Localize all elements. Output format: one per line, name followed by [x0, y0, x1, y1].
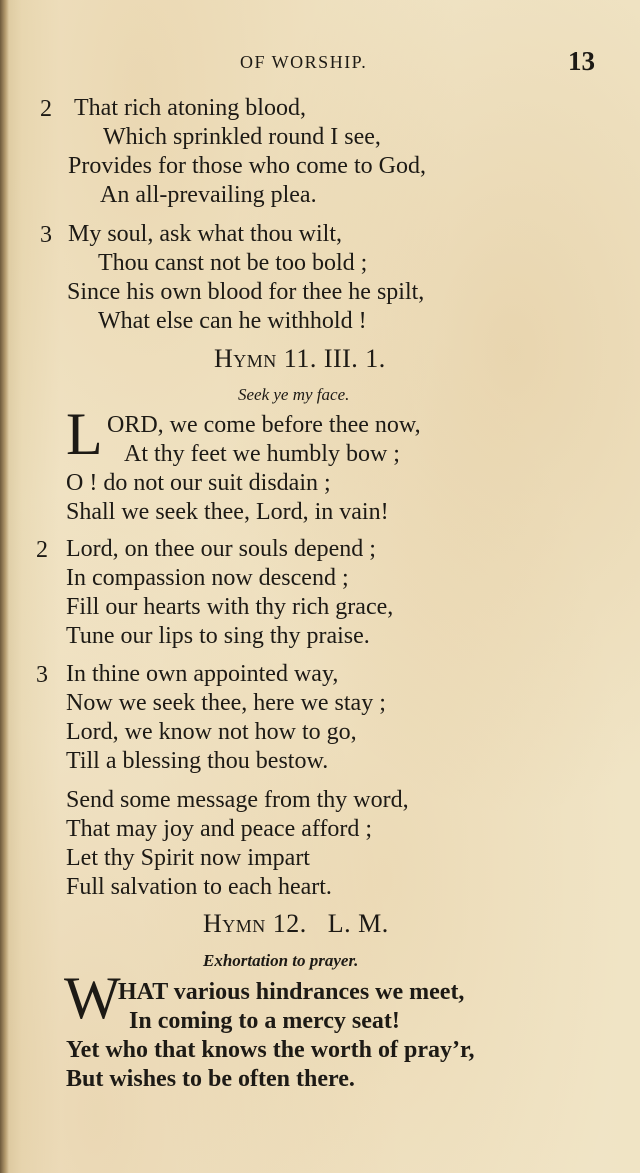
- page-number: 13: [568, 46, 595, 76]
- running-header: OF WORSHIP.: [240, 52, 368, 72]
- verse-line: Yet who that knows the worth of pray’r,: [66, 1037, 475, 1063]
- verse-line: Provides for those who come to God,: [68, 153, 426, 179]
- verse-line: Lord, on thee our souls depend ;: [66, 536, 376, 562]
- verse-line: ORD, we come before thee now,: [107, 412, 421, 438]
- verse-line: Fill our hearts with thy rich grace,: [66, 594, 394, 620]
- verse-line: That rich atoning blood,: [74, 95, 306, 121]
- verse-line: What else can he withhold !: [98, 308, 367, 334]
- verse-line: Let thy Spirit now impart: [66, 845, 310, 871]
- verse-line: Since his own blood for thee he spilt,: [67, 279, 425, 305]
- drop-cap: L: [66, 401, 103, 467]
- verse-line: Which sprinkled round I see,: [103, 124, 381, 150]
- verse-number: 2: [40, 96, 52, 122]
- verse-line: O ! do not our suit disdain ;: [66, 470, 331, 496]
- hymn-title-word: Hymn: [214, 344, 277, 373]
- verse-line: In thine own appointed way,: [66, 661, 339, 687]
- verse-line: Lord, we know not how to go,: [66, 719, 357, 745]
- verse-line: An all-prevailing plea.: [100, 182, 317, 208]
- verse-line: But wishes to be often there.: [66, 1066, 355, 1092]
- verse-number: 2: [36, 537, 48, 563]
- hymn-title-meter: 12. L. M.: [272, 909, 389, 938]
- verse-line: Full salvation to each heart.: [66, 874, 332, 900]
- hymn-title-word: Hymn: [203, 909, 266, 938]
- verse-line: HAT various hindrances we meet,: [118, 979, 465, 1005]
- verse-line: Now we seek thee, here we stay ;: [66, 690, 386, 716]
- hymn-title: [203, 909, 389, 939]
- verse-line: Shall we seek thee, Lord, in vain!: [66, 499, 389, 525]
- verse-line: My soul, ask what thou wilt,: [68, 221, 342, 247]
- hymn-title: [214, 344, 386, 374]
- verse-number: 3: [36, 662, 48, 688]
- hymn-subtitle: Seek ye my face.: [238, 385, 350, 404]
- drop-cap: W: [64, 965, 121, 1031]
- hymn-title-meter: 11. III. 1.: [283, 344, 386, 373]
- hymn-subtitle: Exhortation to prayer.: [203, 951, 359, 970]
- verse-line: That may joy and peace afford ;: [66, 816, 373, 842]
- verse-line: At thy feet we humbly bow ;: [124, 441, 400, 467]
- verse-line: In compassion now descend ;: [66, 565, 349, 591]
- verse-line: In coming to a mercy seat!: [129, 1008, 400, 1034]
- verse-line: Tune our lips to sing thy praise.: [66, 623, 370, 649]
- book-spine-edge: [0, 0, 9, 1173]
- verse-line: Till a blessing thou bestow.: [66, 748, 329, 774]
- verse-line: Thou canst not be too bold ;: [98, 250, 368, 276]
- verse-number: 3: [40, 222, 52, 248]
- verse-line: Send some message from thy word,: [66, 787, 409, 813]
